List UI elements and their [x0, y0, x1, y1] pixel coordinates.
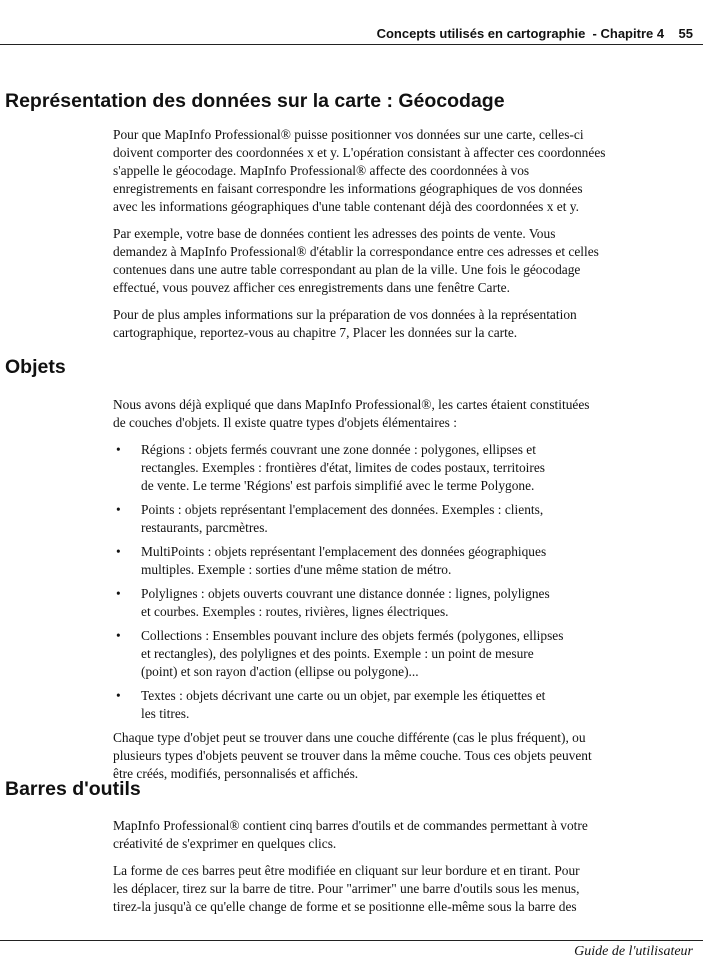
- text-line: être créés, modifiés, personnalisés et affichés.: [113, 766, 359, 781]
- text-line: Textes : objets décrivant une carte ou un objet, par exemple les étiquettes et: [141, 688, 546, 703]
- section-body: [113, 126, 698, 351]
- bullet-icon: •: [116, 586, 121, 601]
- paragraph: [113, 817, 698, 853]
- bullet-icon: •: [116, 688, 121, 703]
- text-line: MapInfo Professional® contient cinq barres d'outils et de commandes permettant à votre: [113, 818, 588, 833]
- paragraph: [113, 126, 698, 216]
- section-heading-objets: Objets: [5, 356, 66, 378]
- text-line: Par exemple, votre base de données contient les adresses des points de vente. Vous: [113, 226, 556, 241]
- text-line: La forme de ces barres peut être modifiée en cliquant sur leur bordure et en tirant. Pour: [113, 863, 580, 878]
- list-item: [113, 627, 698, 681]
- section-body: [113, 817, 698, 925]
- paragraph: [113, 306, 698, 342]
- paragraph: [113, 396, 698, 432]
- paragraph: [113, 729, 698, 783]
- list-item: [113, 441, 698, 495]
- page-number: 55: [678, 26, 693, 41]
- text-line: (point) et son rayon d'action (ellipse ou polygone)...: [141, 664, 419, 679]
- text-line: et courbes. Exemples : routes, rivières, lignes électriques.: [141, 604, 449, 619]
- text-line: Régions : objets fermés couvrant une zone donnée : polygones, ellipses et: [141, 442, 536, 457]
- header-text: [377, 26, 693, 41]
- text-line: Polylignes : objets ouverts couvrant une distance donnée : lignes, polylignes: [141, 586, 550, 601]
- footer-text: Guide de l'utilisateur: [574, 944, 693, 959]
- bullet-icon: •: [116, 544, 121, 559]
- text-line: enregistrements en faisant correspondre les informations géographiques de vos données: [113, 181, 583, 196]
- text-line: MultiPoints : objets représentant l'emplacement des données géographiques: [141, 544, 547, 559]
- header-title: Concepts utilisés en cartographie - Chapitre 4: [376, 26, 665, 41]
- text-line: demandez à MapInfo Professional® d'établir la correspondance entre ces adresses et celles: [113, 244, 599, 259]
- text-line: les déplacer, tirez sur la barre de titre. Pour "arrimer" une barre d'outils sous les menus,: [113, 881, 580, 896]
- text-line: contenues dans une autre table correspondant au plan de la ville. Une fois le géocodage: [113, 262, 581, 277]
- text-line: effectué, vous pouvez afficher ces enregistrements dans une fenêtre Carte.: [113, 280, 510, 295]
- paragraph: [113, 225, 698, 297]
- running-footer: [0, 940, 703, 959]
- list-item: [113, 501, 698, 537]
- paragraph: [113, 862, 698, 916]
- list-item: [113, 543, 698, 579]
- bullet-icon: •: [116, 442, 121, 457]
- text-line: et rectangles), des polylignes et des points. Exemple : un point de mesure: [141, 646, 534, 661]
- text-line: Pour que MapInfo Professional® puisse positionner vos données sur une carte, celles-ci: [113, 127, 584, 142]
- section-body: [113, 396, 698, 792]
- section-heading-geocodage: Représentation des données sur la carte : Géocodage: [5, 90, 505, 112]
- text-line: s'appelle le géocodage. MapInfo Professional® affecte des coordonnées à vos: [113, 163, 530, 178]
- text-line: Pour de plus amples informations sur la préparation de vos données à la représentation: [113, 307, 577, 322]
- list-item: [113, 687, 698, 723]
- list-item: [113, 585, 698, 621]
- text-line: Points : objets représentant l'emplacement des données. Exemples : clients,: [141, 502, 544, 517]
- bullet-icon: •: [116, 628, 121, 643]
- text-line: restaurants, parcmètres.: [141, 520, 268, 535]
- text-line: tirez-la jusqu'à ce qu'elle change de forme et se positionne elle-même sous la barre des: [113, 899, 577, 914]
- text-line: de couches d'objets. Il existe quatre types d'objets élémentaires :: [113, 415, 457, 430]
- text-line: cartographique, reportez-vous au chapitre 7, Placer les données sur la carte.: [113, 325, 518, 340]
- section-heading-barres-outils: Barres d'outils: [5, 778, 141, 800]
- text-line: de vente. Le terme 'Régions' est parfois simplifié avec le terme Polygone.: [141, 478, 535, 493]
- text-line: rectangles. Exemples : frontières d'état, limites de codes postaux, territoires: [141, 460, 546, 475]
- text-line: plusieurs types d'objets peuvent se trouver dans la même couche. Tous ces objets peuvent: [113, 748, 592, 763]
- text-line: avec les informations géographiques d'une table contenant déjà des coordonnées x et y.: [113, 199, 579, 214]
- bullet-icon: •: [116, 502, 121, 517]
- text-line: Chaque type d'objet peut se trouver dans une couche différente (cas le plus fréquent), ou: [113, 730, 586, 745]
- text-line: Collections : Ensembles pouvant inclure des objets fermés (polygones, ellipses: [141, 628, 564, 643]
- text-line: doivent comporter des coordonnées x et y. L'opération consistant à affecter ces coordonnées: [113, 145, 606, 160]
- text-line: Nous avons déjà expliqué que dans MapInfo Professional®, les cartes étaient constituées: [113, 397, 590, 412]
- running-header: [0, 24, 703, 45]
- text-line: créativité de s'exprimer en quelques clics.: [113, 836, 337, 851]
- text-line: multiples. Exemple : sorties d'une même station de métro.: [141, 562, 452, 577]
- text-line: les titres.: [141, 706, 190, 721]
